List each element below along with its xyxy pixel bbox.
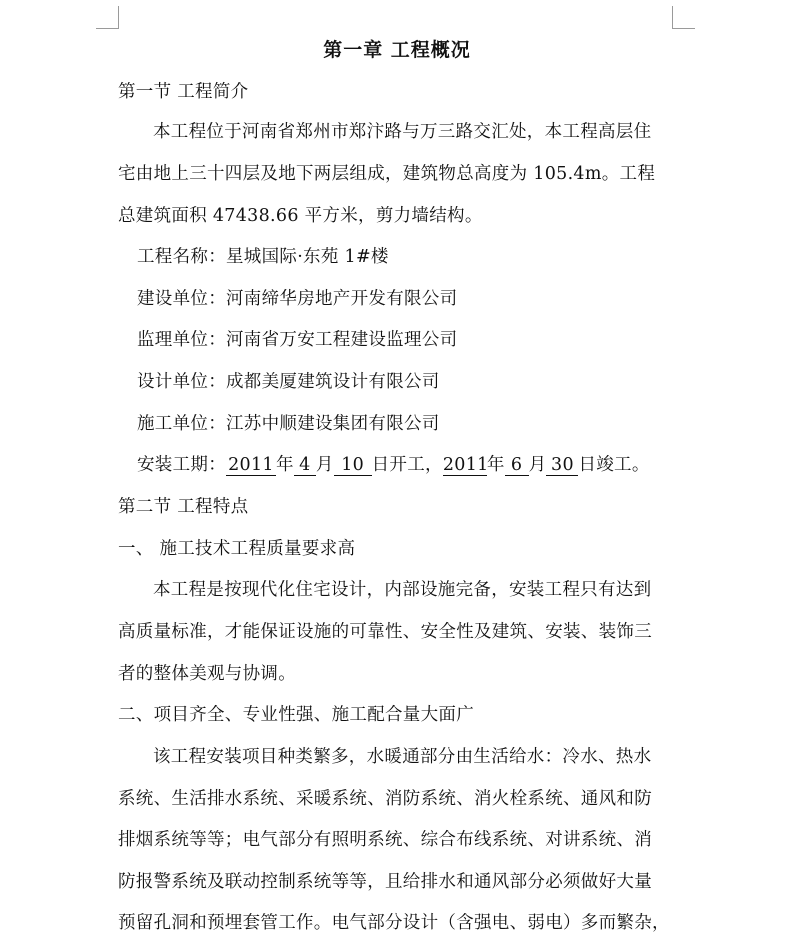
year-char: 年 <box>276 455 294 475</box>
info-label: 监理单位： <box>137 330 226 350</box>
paragraph-line: 该工程安装项目种类繁多，水暖通部分由生活给水：冷水、热水 <box>153 747 652 767</box>
margin-corner-mark-right <box>672 6 695 29</box>
info-line-schedule <box>137 453 650 477</box>
year-char: 年 <box>486 455 505 475</box>
info-value: 江苏中顺建设集团有限公司 <box>226 414 440 434</box>
start-year: 2011 <box>226 455 276 476</box>
info-line-contractor <box>137 412 440 436</box>
info-value: 成都美厦建筑设计有限公司 <box>226 372 440 392</box>
info-line-project-name <box>137 245 389 269</box>
info-line-developer <box>137 287 457 311</box>
paragraph-line: 总建筑面积 47438.66 平方米，剪力墙结构。 <box>118 206 483 226</box>
info-label: 工程名称： <box>137 247 226 267</box>
info-value: 河南缔华房地产开发有限公司 <box>226 289 458 309</box>
info-label: 设计单位： <box>137 372 226 392</box>
subheading-2: 二、项目齐全、专业性强、施工配合量大面广 <box>118 705 474 725</box>
info-line-supervisor <box>137 328 457 352</box>
margin-corner-mark-left <box>96 6 119 29</box>
chapter-title: 第一章 工程概况 <box>323 39 471 61</box>
paragraph-line: 宅由地上三十四层及地下两层组成，建筑物总高度为 105.4m。工程 <box>118 164 656 184</box>
section-heading-2: 第二节 工程特点 <box>118 497 249 517</box>
end-day: 30 <box>546 455 578 476</box>
info-label: 建设单位： <box>137 289 226 309</box>
info-label: 施工单位： <box>137 414 226 434</box>
paragraph-line: 防报警系统及联动控制系统等等，且给排水和通风部分必须做好大量 <box>118 872 652 892</box>
start-day: 10 <box>334 455 372 476</box>
paragraph-line: 者的整体美观与协调。 <box>118 664 296 684</box>
end-year: 2011 <box>442 455 489 475</box>
paragraph-line: 本工程位于河南省郑州市郑汴路与万三路交汇处，本工程高层住 <box>153 122 652 142</box>
info-line-designer <box>137 370 440 394</box>
end-suffix: 日竣工。 <box>578 455 650 475</box>
section-heading-1: 第一节 工程简介 <box>118 82 249 102</box>
paragraph-line: 本工程是按现代化住宅设计，内部设施完备，安装工程只有达到 <box>153 580 652 600</box>
month-char: 月 <box>315 455 334 475</box>
start-month: 4 <box>294 455 316 476</box>
paragraph-line: 排烟系统等等；电气部分有照明系统、综合布线系统、对讲系统、消 <box>118 830 652 850</box>
info-value: 河南省万安工程建设监理公司 <box>226 330 458 350</box>
subheading-1: 一、 施工技术工程质量要求高 <box>118 539 356 559</box>
month-char: 月 <box>528 455 547 475</box>
schedule-label: 安装工期： <box>137 455 226 475</box>
paragraph-line: 系统、生活排水系统、采暖系统、消防系统、消火栓系统、通风和防 <box>118 789 652 809</box>
paragraph-line: 高质量标准，才能保证设施的可靠性、安全性及建筑、安装、装饰三 <box>118 622 652 642</box>
info-value: 星城国际·东苑 1#楼 <box>226 247 389 267</box>
start-suffix: 日开工， <box>371 455 443 475</box>
end-month: 6 <box>505 455 529 476</box>
paragraph-line: 预留孔洞和预埋套管工作。电气部分设计（含强电、弱电）多而繁杂， <box>118 913 670 933</box>
